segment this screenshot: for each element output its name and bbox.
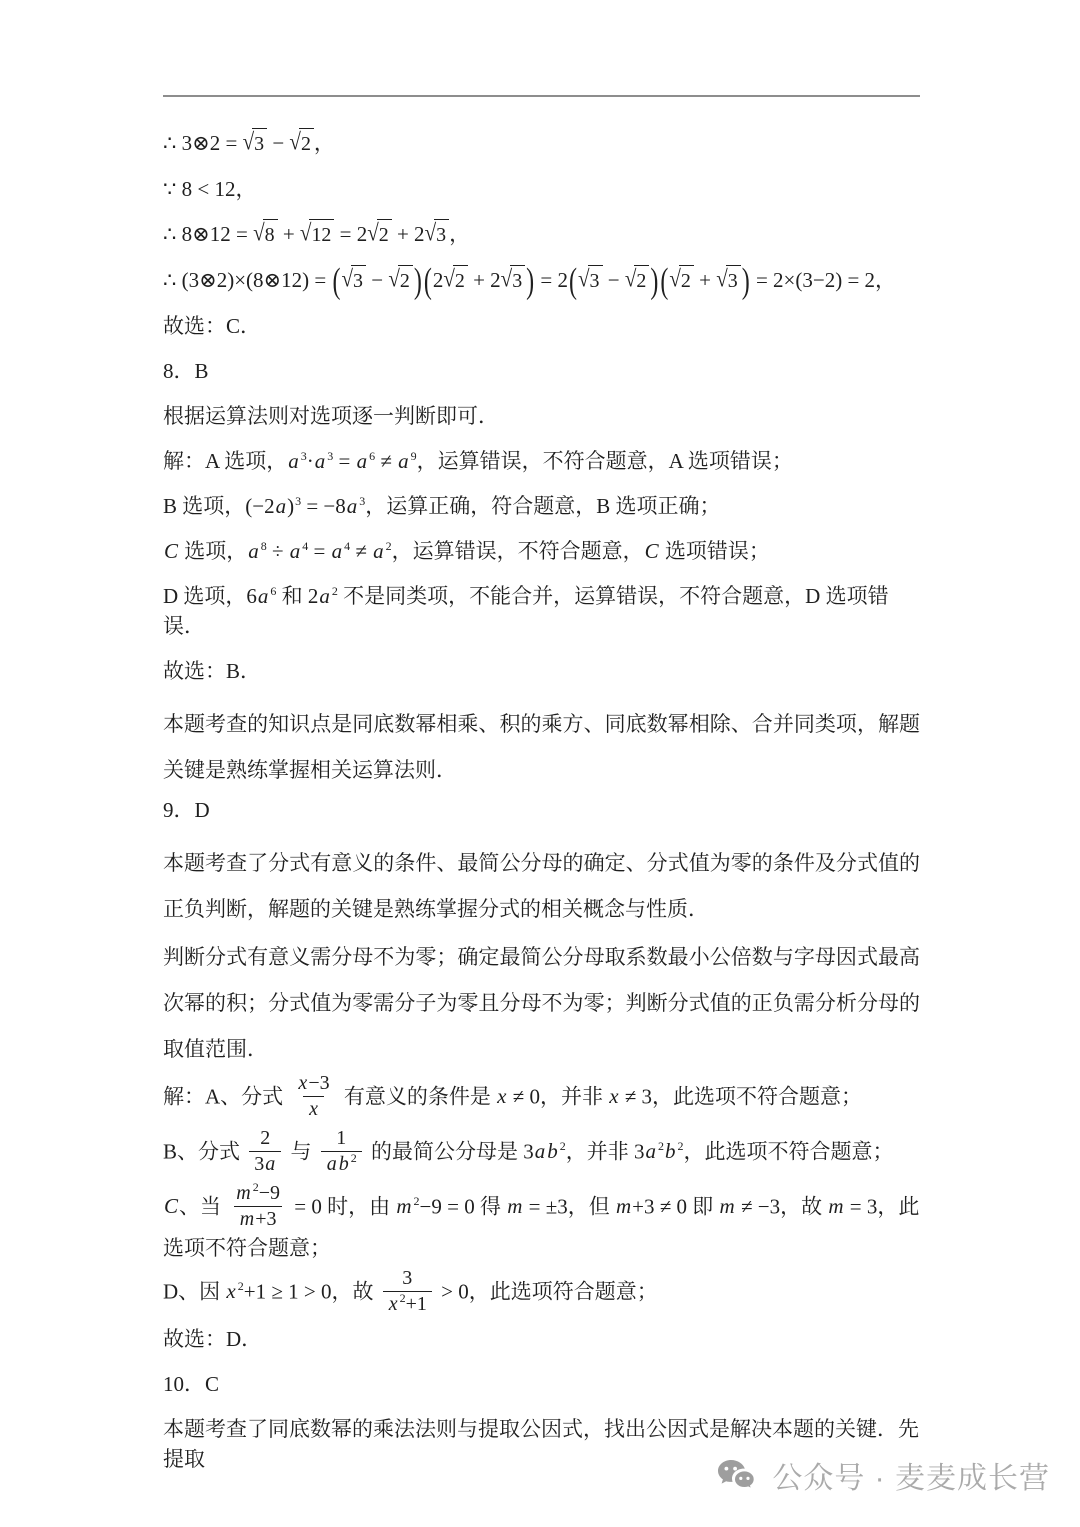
math-variable: a (288, 449, 299, 473)
q7-step-1 (163, 128, 920, 159)
q9-option-c (163, 1180, 920, 1263)
text-run: 10．C (163, 1372, 220, 1396)
watermark (715, 1453, 1050, 1497)
math-sqrt (253, 219, 278, 250)
text-run: ，并非 3 (565, 1139, 645, 1164)
math-variable: m (828, 1194, 844, 1219)
math-sqrt (367, 219, 392, 250)
math-superscript: 2 (252, 1180, 259, 1195)
numerator (230, 1182, 285, 1206)
numerator (292, 1072, 334, 1096)
math-superscript: 4 (344, 539, 351, 553)
radicand: 3 (588, 265, 603, 296)
q9-option-d (163, 1269, 920, 1318)
text-run: +1 (405, 1293, 427, 1315)
radical-sign: √ (253, 219, 265, 247)
math-sqrt (443, 265, 468, 296)
text-run: = 2×(3−2) = 2， (750, 268, 897, 292)
math-variable: a (346, 494, 358, 518)
math-sqrt (300, 219, 334, 250)
math-variable: x (298, 1072, 308, 1094)
math-variable: a (257, 584, 269, 608)
header-divider (163, 95, 920, 97)
math-big-paren: ) (526, 262, 535, 302)
math-big-paren: ) (741, 262, 750, 302)
numerator (397, 1267, 417, 1291)
radicand: 12 (309, 219, 334, 250)
text-run: ， (449, 222, 471, 246)
math-fraction (383, 1267, 432, 1316)
math-variable: a (314, 449, 326, 473)
text-run: ，运算错误，不符合题意，A 选项错误； (416, 449, 793, 473)
radicand: 2 (377, 219, 392, 250)
text-run: 有意义的条件是 (338, 1084, 497, 1109)
text-run: ) (287, 494, 295, 518)
math-superscript: 3 (327, 449, 334, 463)
q8-option-b (163, 491, 920, 521)
math-superscript: 2 (350, 1151, 357, 1166)
text-run: = 3，此选项不符合题意； (163, 1194, 920, 1260)
text-run: 故选：B． (163, 659, 262, 683)
text-run: 不是同类项，不能合并，运算错误，不符合题意，D 选项错误． (163, 584, 889, 638)
math-sqrt (669, 265, 694, 296)
math-variable: a (645, 1139, 657, 1164)
text-run: 判断分式有意义需分母不为零；确定最简公分母取系数最小公倍数与字母因式最高次幂的积；分式值为零需分子为零且分母不为零；判断分式值的正负需分析分母的取值范围． (163, 945, 920, 1061)
math-big-paren: ) (413, 262, 422, 302)
radical-sign: √ (716, 265, 728, 293)
text-run: −3 (308, 1072, 330, 1094)
text-run: 与 (285, 1139, 317, 1164)
text-run: ∴ (3⊗2)×(8⊗12) = (163, 268, 332, 292)
text-run: 解：A、分式 (163, 1084, 289, 1109)
radical-sign: √ (443, 265, 455, 293)
text-run: = ±3，但 (523, 1194, 615, 1219)
wechat-icon (715, 1457, 757, 1493)
math-variable: m (616, 1194, 632, 1219)
denominator (234, 1206, 282, 1231)
q9-knowledge (163, 840, 920, 932)
text-run: 根据运算法则对选项逐一判断即可． (163, 404, 499, 428)
q9-method (163, 934, 920, 1072)
text-run: ，此选项不符合题意； (683, 1139, 894, 1164)
text-run: · (306, 449, 314, 473)
math-superscript: 2 (559, 1139, 566, 1154)
radical-sign: √ (624, 265, 637, 293)
q8-knowledge (163, 701, 920, 793)
text-run: ≠ (350, 539, 373, 563)
text-run: = (333, 449, 356, 473)
text-run: 选项错误； (659, 539, 770, 563)
denominator (321, 1151, 362, 1176)
math-variable: a (326, 1153, 337, 1175)
q8-label (163, 356, 920, 386)
text-run: = 2 (334, 222, 368, 246)
math-sqrt (243, 128, 268, 159)
q9-option-b (163, 1129, 920, 1178)
radical-sign: √ (289, 128, 301, 156)
q7-step-3 (163, 219, 920, 250)
math-sqrt (425, 219, 450, 250)
text-run: ≠ 0，并非 (507, 1084, 609, 1109)
math-variable: x (309, 1098, 318, 1120)
text-run: 2 (432, 268, 444, 292)
math-sqrt (716, 265, 741, 296)
math-superscript: 6 (270, 584, 277, 598)
math-superscript: 2 (331, 584, 338, 598)
text-run: ≠ −3，故 (735, 1194, 828, 1219)
text-run: = 0 时，由 (289, 1194, 396, 1219)
q8-approach (163, 401, 920, 431)
text-run: 本题考查了同底数幂的乘法法则与提取公因式，找出公因式是解决本题的关键．先提取 (163, 1417, 919, 1471)
math-variable: a (356, 449, 368, 473)
text-run: ， (313, 131, 335, 155)
radicand: 2 (453, 265, 468, 296)
text-run: ∵ 8 < 12， (163, 177, 257, 201)
text-run: ，运算错误，不符合题意， (391, 539, 644, 563)
math-variable: C (644, 539, 659, 563)
text-run: > 0，此选项符合题意； (435, 1279, 658, 1304)
denominator (303, 1096, 324, 1121)
math-sqrt (578, 265, 603, 296)
text-run: ÷ (266, 539, 289, 563)
math-big-paren: ( (332, 262, 341, 302)
radicand: 3 (351, 265, 366, 296)
math-variable: b (338, 1153, 349, 1175)
text-run: 的最简公分母是 3 (365, 1139, 534, 1164)
math-variable: a (265, 1153, 276, 1175)
math-variable: b (665, 1139, 676, 1164)
math-variable: a (331, 539, 343, 563)
text-run: 故选：C． (163, 314, 262, 338)
math-superscript: 2 (385, 539, 392, 553)
radical-sign: √ (299, 219, 312, 247)
radical-sign: √ (388, 265, 400, 293)
text-run: B、分式 (163, 1139, 246, 1164)
q8-option-a (163, 446, 920, 476)
math-variable: x (609, 1084, 619, 1109)
text-run: + (693, 268, 717, 292)
text-run: D、因 (163, 1279, 226, 1304)
math-superscript: 4 (302, 539, 309, 553)
text-run: 、当 (179, 1194, 227, 1219)
math-sqrt (625, 265, 650, 296)
text-run: +1 ≥ 1 > 0，故 (243, 1279, 379, 1304)
radical-sign: √ (578, 265, 590, 293)
math-variable: x (388, 1293, 398, 1315)
q10-label (163, 1369, 920, 1399)
radicand: 3 (252, 128, 267, 159)
text-run: +3 ≠ 0 即 (632, 1194, 719, 1219)
math-superscript: 2 (399, 1291, 406, 1306)
text-run: ，运算正确，符合题意，B 选项正确； (365, 494, 721, 518)
text-run: +3 (255, 1208, 277, 1230)
text-run: 解：A 选项， (163, 449, 288, 473)
math-big-paren: ( (660, 262, 669, 302)
radicand: 3 (434, 219, 449, 250)
math-sqrt (289, 128, 314, 159)
radicand: 3 (726, 265, 741, 296)
math-fraction (230, 1182, 285, 1231)
text-run: ≠ (375, 449, 398, 473)
math-variable: C (164, 1194, 179, 1219)
numerator (255, 1127, 275, 1151)
text-run: −9 (258, 1182, 280, 1204)
solution-content (163, 128, 920, 1489)
text-run: 8．B (163, 359, 209, 383)
text-run: 故选：D． (163, 1327, 263, 1351)
text-run: 和 2 (276, 584, 319, 608)
text-run: 本题考查的知识点是同底数幂相乘、积的乘方、同底数幂相除、合并同类项，解题关键是熟练掌握相关运算法则． (163, 712, 920, 782)
radicand: 2 (299, 128, 314, 159)
math-sqrt (501, 265, 526, 296)
q7-answer (163, 311, 920, 341)
math-big-paren: ( (423, 262, 432, 302)
text-run: 1 (336, 1127, 347, 1149)
math-variable: C (164, 539, 179, 563)
q9-label (163, 795, 920, 825)
text-run: 本题考查了分式有意义的条件、最简公分母的确定、分式值为零的条件及分式值的正负判断，解题的关键是熟练掌握分式的相关概念与性质． (163, 851, 920, 921)
q8-option-d (163, 581, 920, 641)
math-superscript: 6 (369, 449, 376, 463)
text-run: − (602, 268, 625, 292)
text-run: + 2 (467, 268, 501, 292)
radicand: 2 (679, 265, 694, 296)
math-variable: x (226, 1279, 236, 1304)
radical-sign: √ (500, 265, 513, 293)
math-big-paren: ( (569, 262, 577, 302)
math-superscript: 2 (237, 1279, 244, 1294)
math-fraction (249, 1127, 281, 1176)
radical-sign: √ (341, 265, 353, 293)
math-variable: a (398, 449, 409, 473)
q7-step-4 (163, 262, 920, 302)
text-run: 9．D (163, 798, 210, 822)
numerator (331, 1127, 351, 1151)
math-variable: a (373, 539, 384, 563)
radical-sign: √ (669, 265, 681, 293)
math-superscript: 3 (300, 449, 307, 463)
math-variable: x (497, 1084, 507, 1109)
text-run: ≠ 3，此选项不符合题意； (619, 1084, 863, 1109)
text-run: − (365, 268, 389, 292)
radical-sign: √ (367, 219, 379, 247)
math-variable: m (239, 1208, 255, 1230)
q9-answer (163, 1324, 920, 1354)
text-run: = 2 (535, 268, 568, 292)
text-run: − (267, 131, 290, 155)
math-superscript: 9 (410, 449, 417, 463)
math-big-paren: ) (650, 262, 659, 302)
radical-sign: √ (424, 219, 437, 247)
radical-sign: √ (242, 128, 255, 156)
q9-option-a (163, 1074, 920, 1123)
denominator (249, 1151, 281, 1176)
text-run: ∴ 3⊗2 = (163, 131, 243, 155)
text-run: D 选项，6 (163, 584, 257, 608)
math-variable: a (534, 1139, 546, 1164)
text-run: B 选项，(−2 (163, 494, 275, 518)
math-variable: m (396, 1194, 412, 1219)
math-fraction (321, 1127, 362, 1176)
text-run: + (277, 222, 300, 246)
math-variable: b (547, 1139, 558, 1164)
radicand: 2 (634, 265, 649, 296)
text-run: + 2 (391, 222, 425, 246)
text-run: −9 = 0 得 (419, 1194, 507, 1219)
math-variable: a (319, 584, 330, 608)
math-variable: a (248, 539, 259, 563)
math-variable: m (719, 1194, 735, 1219)
watermark-label: 公众号 · 麦麦成长营 (772, 1462, 1050, 1495)
radicand: 3 (510, 265, 525, 296)
text-run: 2 (260, 1127, 271, 1149)
text-run: 3 (254, 1153, 265, 1175)
math-variable: a (275, 494, 287, 518)
denominator (383, 1291, 432, 1316)
q7-step-2 (163, 174, 920, 204)
q8-answer (163, 656, 920, 686)
text-run: 3 (402, 1267, 413, 1289)
math-fraction (292, 1072, 334, 1121)
text-run: = −8 (301, 494, 346, 518)
math-variable: a (289, 539, 301, 563)
math-variable: m (507, 1194, 523, 1219)
text-run: = (308, 539, 331, 563)
math-superscript: 2 (658, 1139, 665, 1154)
math-superscript: 8 (260, 539, 267, 553)
math-superscript: 2 (413, 1194, 420, 1209)
text-run: 选项， (179, 539, 248, 563)
math-superscript: 3 (295, 494, 302, 508)
radicand: 2 (398, 265, 413, 296)
q8-option-c (163, 536, 920, 566)
math-variable: m (236, 1182, 251, 1204)
math-superscript: 3 (359, 494, 366, 508)
math-sqrt (388, 265, 413, 296)
math-superscript: 2 (677, 1139, 684, 1154)
radicand: 8 (263, 219, 278, 250)
text-run: ∴ 8⊗12 = (163, 222, 254, 246)
math-sqrt (341, 265, 366, 296)
